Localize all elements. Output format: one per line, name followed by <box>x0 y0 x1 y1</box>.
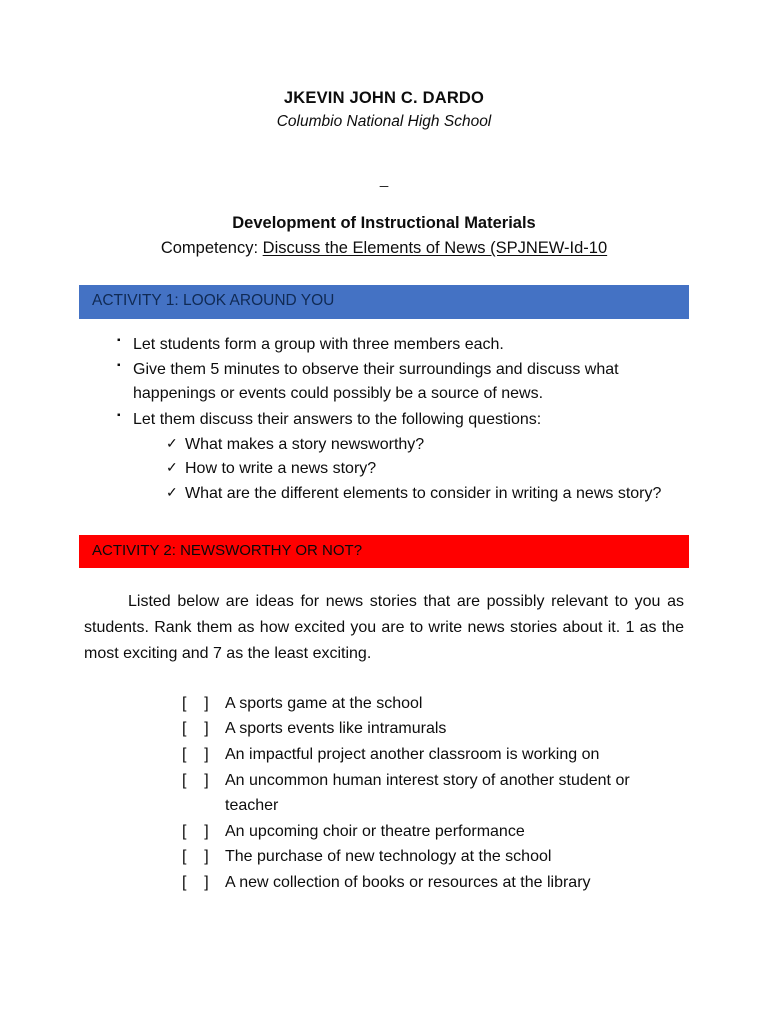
list-item <box>84 457 684 481</box>
list-item-label: Let them discuss their answers to the following questions: <box>133 410 542 428</box>
activity-2-instructions: Listed below are ideas for news stories that are possibly relevant to you as students. Rank them as how excited you are to write news stories about it. 1 as the most exciting and 7 as the least exciting. <box>84 593 684 662</box>
list-item-label: Let students form a group with three members each. <box>133 335 504 353</box>
competency-value: Discuss the Elements of News (SPJNEW-Id-10 <box>262 238 608 257</box>
square-bullet-icon: ▪ <box>117 409 121 421</box>
ranking-list <box>84 691 684 896</box>
check-mark-icon: ✓ <box>166 459 178 476</box>
square-bullet-icon: ▪ <box>117 334 121 346</box>
ranking-row-label: An upcoming choir or theatre performance <box>225 822 525 840</box>
ranking-row <box>84 716 684 742</box>
ranking-row <box>84 742 684 768</box>
ranking-row-label: The purchase of new technology at the school <box>225 848 552 866</box>
document-header <box>84 0 684 187</box>
competency-label: Competency: <box>160 238 259 257</box>
list-item-label: What are the different elements to consider in writing a news story? <box>185 484 662 502</box>
activity-1-question-list <box>84 433 684 506</box>
list-item-label: How to write a news story? <box>185 460 377 478</box>
ranking-row-label: A sports game at the school <box>225 694 423 712</box>
ranking-row <box>84 691 684 717</box>
rank-input-bracket[interactable]: [ ] <box>182 694 209 712</box>
rank-input-bracket[interactable]: [ ] <box>182 873 209 891</box>
rank-input-bracket[interactable]: [ ] <box>182 720 209 738</box>
page-title: Development of Instructional Materials <box>232 213 536 232</box>
check-mark-icon: ✓ <box>166 483 178 500</box>
horizontal-rule: ______________________________________________________________________ <box>109 141 659 156</box>
dash-separator: _ <box>379 170 389 188</box>
author-name: JKEVIN JOHN C. DARDO <box>283 89 485 107</box>
ranking-row-label: An uncommon human interest story of another student or teacher <box>225 771 630 815</box>
square-bullet-icon: ▪ <box>117 360 121 372</box>
ranking-row <box>84 844 684 870</box>
activity-2-banner: ACTIVITY 2: NEWSWORTHY OR NOT? <box>79 535 689 568</box>
list-item <box>84 333 684 357</box>
check-mark-icon: ✓ <box>166 435 178 452</box>
rank-input-bracket[interactable]: [ ] <box>182 848 209 866</box>
list-item-label: What makes a story newsworthy? <box>185 436 425 454</box>
list-item <box>84 358 684 407</box>
school-name: Columbio National High School <box>276 112 492 130</box>
list-item <box>84 433 684 457</box>
activity-1-banner: ACTIVITY 1: LOOK AROUND YOU <box>79 285 689 319</box>
rank-input-bracket[interactable]: [ ] <box>182 745 209 763</box>
ranking-row-label: A new collection of books or resources at the library <box>225 873 591 891</box>
rank-input-bracket[interactable]: [ ] <box>182 822 209 840</box>
ranking-row-label: A sports events like intramurals <box>225 720 447 738</box>
rank-input-bracket[interactable]: [ ] <box>182 771 209 789</box>
ranking-row <box>84 870 684 896</box>
list-item <box>84 482 684 506</box>
list-item-label: Give them 5 minutes to observe their surroundings and discuss what happenings or events could possibly be a source of news. <box>133 361 619 403</box>
ranking-row-label: An impactful project another classroom is working on <box>225 745 600 763</box>
ranking-row <box>84 819 684 845</box>
list-item <box>84 408 684 432</box>
competency-line <box>84 237 684 259</box>
activity-1-instruction-list <box>84 333 684 432</box>
ranking-row <box>84 768 684 819</box>
